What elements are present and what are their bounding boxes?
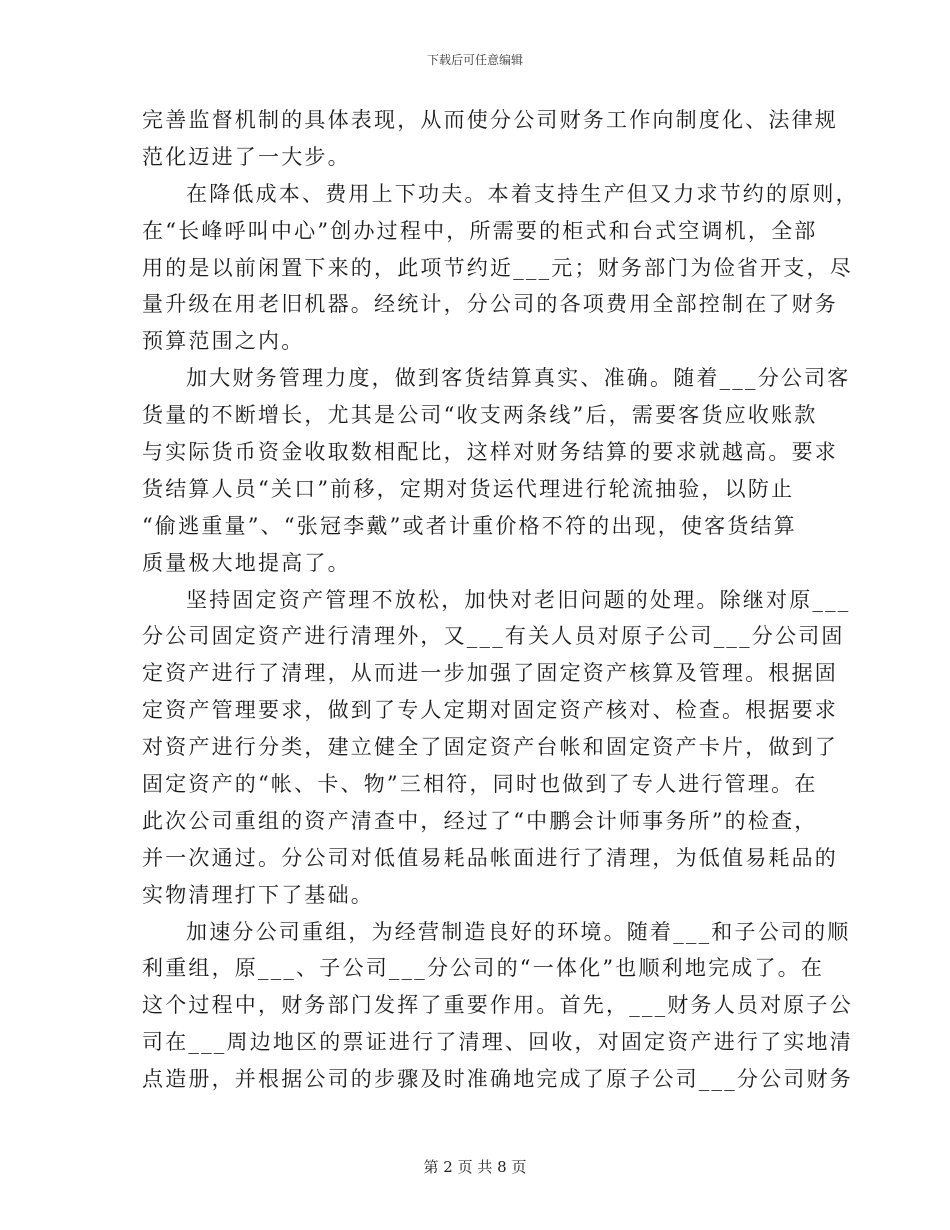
paragraph-line: 范化迈进了一大步。 [142,144,351,169]
paragraph-line: 司在___周边地区的票证进行了清理、回收，对固定资产进行了实地清 [142,1030,853,1055]
paragraph-line: 这个过程中，财务部门发挥了重要作用。首先，___财务人员对原子公 [142,993,853,1018]
paragraph-line: 固定资产的“帐、卡、物”三相符，同时也做到了专人进行管理。在 [142,772,818,797]
paragraph-first-line: 加速分公司重组，为经营制造良好的环境。随着___和子公司的顺 [186,919,851,944]
paragraph-line: 在“长峰呼叫中心”创办过程中，所需要的柜式和台式空调机，全部 [142,218,818,243]
paragraph-line: 并一次通过。分公司对低值易耗品帐面进行了清理，为低值易耗品的 [142,845,838,870]
paragraph-line: “偷逃重量”、“张冠李戴”或者计重价格不符的出现，使客货结算 [142,513,797,538]
paragraph-first-line: 加大财务管理力度，做到客货结算真实、准确。随着___分公司客 [186,366,851,391]
paragraph-line: 定资产进行了清理，从而进一步加强了固定资产核算及管理。根据固 [142,661,838,686]
page-number-footer: 第 2 页 共 8 页 [423,1158,527,1176]
paragraph-line: 利重组，原___、子公司___分公司的“一体化”也顺利地完成了。在 [142,956,825,981]
paragraph-line: 质量极大地提高了。 [142,550,351,575]
paragraph-first-line: 坚持固定资产管理不放松，加快对老旧问题的处理。除继对原___ [186,587,851,612]
paragraph-line: 对资产进行分类，建立健全了固定资产台帐和固定资产卡片，做到了 [142,735,838,760]
paragraph-line: 货结算人员“关口”前移，定期对货运代理进行轮流抽验，以防止 [142,476,795,501]
paragraph-line: 与实际货币资金收取数相配比，这样对财务结算的要求就越高。要求 [142,440,838,465]
paragraph-line: 实物清理打下了基础。 [142,882,374,907]
document-body [142,102,859,1098]
paragraph-first-line: 在降低成本、费用上下功夫。本着支持生产但又力求节约的原则， [186,181,859,206]
paragraph-line: 量升级在用老旧机器。经统计，分公司的各项费用全部控制在了财务 [142,292,838,317]
paragraph-line: 此次公司重组的资产清查中，经过了“中鹏会计师事务所”的检查， [142,808,818,833]
paragraph-line: 用的是以前闲置下来的，此项节约近___元；财务部门为俭省开支，尽 [142,255,853,280]
paragraph-line: 分公司固定资产进行清理外，又___有关人员对原子公司___分公司固 [142,624,845,649]
paragraph-line: 完善监督机制的具体表现，从而使分公司财务工作向制度化、法律规 [142,108,838,132]
paragraph-line: 定资产管理要求，做到了专人定期对固定资产核对、检查。根据要求 [142,698,838,723]
paragraph-line: 货量的不断增长，尤其是公司“收支两条线”后，需要客货应收账款 [142,403,818,428]
page-header: 下载后可任意编辑 [426,53,523,67]
paragraph-line: 点造册，并根据公司的步骤及时准确地完成了原子公司___分公司财务 [142,1067,853,1092]
paragraph-line: 预算范围之内。 [142,329,305,354]
